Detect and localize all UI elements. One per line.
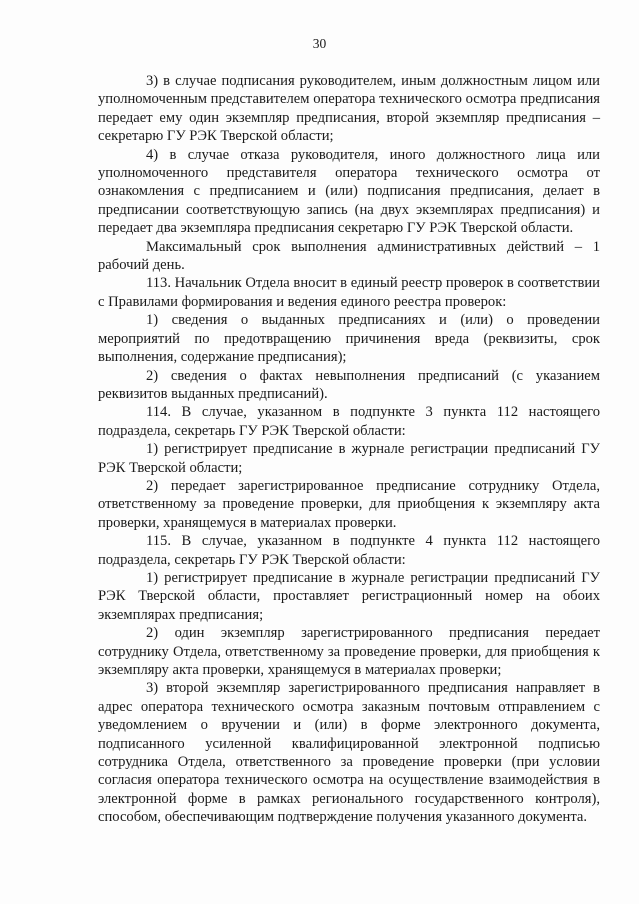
paragraph-114: 114. В случае, указанном в подпункте 3 пункта 112 настоящего подраздела, секретарь ГУ РЭК Тверской области: <box>98 404 600 439</box>
paragraph-113: 113. Начальник Отдела вносит в единый реестр проверок в соответствии с Правилами формирования и ведения единого реестра проверок: <box>98 275 600 310</box>
paragraph-max-term: Максимальный срок выполнения административных действий – 1 рабочий день. <box>98 238 600 274</box>
document-body <box>98 72 600 827</box>
paragraph-115-1: 1) регистрирует предписание в журнале регистрации предписаний ГУ РЭК Тверской области, проставляет регистрационный номер на обоих экземплярах предписания; <box>98 569 600 623</box>
paragraph-114-1: 1) регистрирует предписание в журнале регистрации предписаний ГУ РЭК Тверской области; <box>98 441 600 476</box>
paragraph-115-2: 2) один экземпляр зарегистрированного предписания передает сотруднику Отдела, ответственному за проведение проверки, для приобщения к экземпляру акта проверки, хранящемуся в материалах проверки; <box>98 625 600 678</box>
paragraph-113-1: 1) сведения о выданных предписаниях и (или) о проведении мероприятий по предотвращению причинения вреда (реквизиты, срок выполнения, содержание предписания); <box>98 312 600 366</box>
paragraph-112-3: 3) в случае подписания руководителем, иным должностным лицом или уполномоченным представителем оператора технического осмотра предписания передает ему один экземпляр предписания, второй экземпляр предписания – секретарю ГУ РЭК Тверской области; <box>98 73 600 145</box>
paragraph-112-4: 4) в случае отказа руководителя, иного должностного лица или уполномоченного представителя оператора технического осмотра от ознакомления с предписанием и (или) подписания предписания, делает в предписании соответствующую запись (на двух экземплярах предписания) и передает два экземпляра предписания секретарю ГУ РЭК Тверской области. <box>98 146 600 237</box>
page-number: 30 <box>312 36 327 51</box>
paragraph-114-2: 2) передает зарегистрированное предписание сотруднику Отдела, ответственному за проведение проверки, для приобщения к экземпляру акта проверки, хранящемуся в материалах проверки. <box>98 477 600 531</box>
paragraph-115-3: 3) второй экземпляр зарегистрированного предписания направляет в адрес оператора технического осмотра заказным почтовым отправлением с уведомлением о вручении и (или) в форме электронного документа, подписанного усиленной квалифицированной электронной подписью сотрудника Отдела, ответственного за проведение проверки (при условии согласия оператора технического осмотра на осуществление взаимодействия в электронной форме в рамках регионального государственного контроля), способом, обеспечивающим подтверждение получения указанного документа. <box>98 680 600 826</box>
paragraph-113-2: 2) сведения о фактах невыполнения предписаний (с указанием реквизитов выданных предписаний). <box>98 367 600 402</box>
paragraph-115: 115. В случае, указанном в подпункте 4 пункта 112 настоящего подраздела, секретарь ГУ РЭК Тверской области: <box>98 533 600 568</box>
